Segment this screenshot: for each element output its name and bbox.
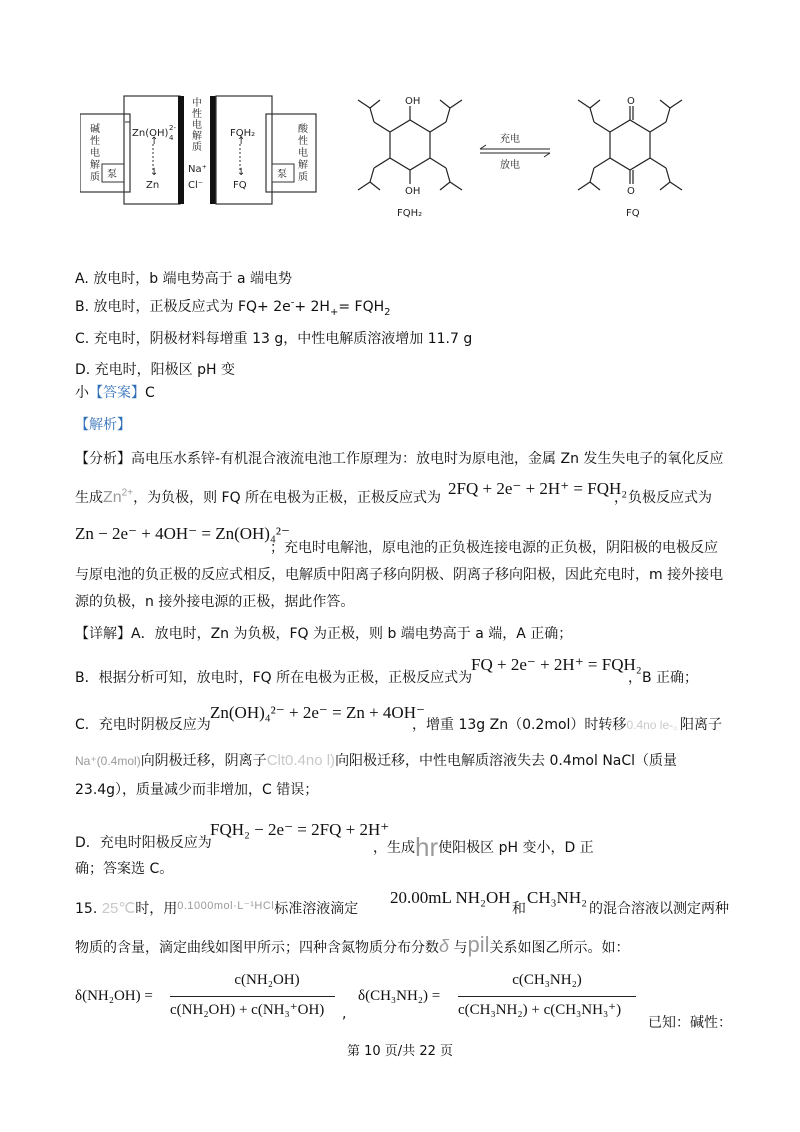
svg-text:↓: ↓ <box>150 167 159 178</box>
svg-text:↑: ↑ <box>150 136 159 147</box>
svg-text:4: 4 <box>169 134 174 142</box>
detail-c-line3: 23.4g），质量减少而非增加，C 错误； <box>75 782 319 798</box>
anode-metal: Zn <box>146 180 160 191</box>
q15-vol: 20.00mL NH₂OH <box>390 888 511 907</box>
fq-structure <box>578 96 682 197</box>
svg-text:性: 性 <box>192 109 202 120</box>
battery-diagram <box>80 92 720 222</box>
svg-text:解: 解 <box>192 131 202 142</box>
svg-text:质: 质 <box>298 172 308 183</box>
svg-text:酸: 酸 <box>298 124 308 135</box>
formula1-lhs: δ(NH₂OH) = <box>75 988 153 1004</box>
formula1-den: c(NH₂OH) + c(NH₃⁺OH) <box>170 1002 325 1018</box>
option-c: C. 充电时，阴极材料每增重 13 g，中性电解质溶液增加 11.7 g <box>75 331 473 347</box>
q15-tail: 已知：碱性： <box>648 1015 732 1031</box>
charge-discharge-arrow <box>480 132 550 171</box>
formula1-bar <box>170 996 335 997</box>
detail-d-pre: D．充电时阳极反应为 <box>75 835 212 851</box>
analysis-line2: 生成$Zn^{2+}$，为负极，则 FQ 所在电极为正极，正极反应式为 <box>75 487 442 506</box>
formula2-bar <box>458 996 636 997</box>
analysis-line3: ；充电时电解池，原电池的正负极连接电源的正负极，阴阳极的电极反应 <box>270 540 718 556</box>
anode-species: Zn(OH) <box>132 128 169 139</box>
detail-b-eq: FQ + 2e⁻ + 2H⁺ = FQH₂ <box>471 655 642 674</box>
svg-text:解: 解 <box>298 160 308 171</box>
detail-d-eq: FQH₂ − 2e⁻ = 2FQ + 2H⁺ <box>210 820 390 839</box>
svg-text:↓: ↓ <box>237 167 246 178</box>
fqh2-structure <box>358 96 462 197</box>
detail-d-line2: 确；答案选 C。 <box>75 861 174 877</box>
svg-text:电: 电 <box>192 120 202 131</box>
svg-text:↑: ↑ <box>237 136 246 147</box>
detail-b: B．根据分析可知，放电时，FQ 所在电极为正极，正极反应式为 <box>75 670 473 686</box>
left-box-label: 碱 <box>90 124 100 135</box>
analysis-line4: 与原电池的负正极的反应式相反，电解质中阳离子移向阴极、阴离子移向阳极，因此充电时，m 接外接电 <box>75 567 724 583</box>
fqh2-label: FQH₂ <box>397 208 423 219</box>
fq-label: FQ <box>626 208 640 219</box>
analysis-line2-tail: ，负极反应式为 <box>614 490 712 506</box>
q15-and: 和 <box>512 901 526 917</box>
svg-text:解: 解 <box>90 160 100 171</box>
option-b: B. 放电时，正极反应式为 $FQ+ 2e^-+ 2H_+= FQH_2$ <box>75 297 391 318</box>
q15-line2: 物质的含量，滴定曲线如图甲所示；四种含氮物质分布分数δ 与pil关系如图乙所示。如： <box>75 932 630 957</box>
detail-c-pre: C．充电时阴极反应为 <box>75 717 211 733</box>
svg-text:中: 中 <box>192 98 202 109</box>
svg-text:OH: OH <box>405 96 421 107</box>
svg-text:电: 电 <box>298 148 308 159</box>
q15-ch3: CH₃NH₂ <box>527 888 588 907</box>
analysis-line5: 源的负极，n 接外接电源的正极，据此作答。 <box>75 594 355 610</box>
svg-text:电: 电 <box>90 148 100 159</box>
svg-text:泵: 泵 <box>277 169 287 180</box>
detail-a: 【详解】A．放电时，Zn 为负极，FQ 为正极，则 b 端电势高于 a 端，A 正确； <box>75 626 573 642</box>
detail-c-line2: Na⁺(0.4mol)向阴极迁移，阴离子Clt0.4no l)向阳极迁移，中性电解质溶液失去 0.4mol NaCl（质量 <box>75 752 678 769</box>
svg-text:2-: 2- <box>169 124 176 132</box>
q15-line1: 15. 25℃时，用$^{0.1000mol\cdot L^{-1}HCl}$标准溶液滴定 <box>75 900 359 917</box>
detail-d-mid: ，生成hr使阳极区 pH 变小，D 正 <box>373 832 594 862</box>
answer-line: 小【答案】C <box>75 385 155 401</box>
svg-text:质: 质 <box>90 172 100 183</box>
detail-c-post: 阳离子 <box>680 717 722 733</box>
formula2-den: c(CH₃NH₂) + c(CH₃NH₃⁺) <box>458 1002 622 1018</box>
svg-text:OH: OH <box>405 186 421 197</box>
formula2-lhs: δ(CH₃NH₂) = <box>358 988 441 1004</box>
page-footer: 第 10 页/共 22 页 <box>347 1044 453 1059</box>
svg-text:O: O <box>627 186 635 197</box>
eq-anode: Zn − 2e⁻ + 4OH⁻ = Zn(OH)₄²⁻ <box>75 524 290 543</box>
answer-value: C <box>145 385 155 401</box>
analysis-tag: 【解析】 <box>75 417 131 433</box>
svg-text:性: 性 <box>298 136 308 147</box>
eq-cathode: 2FQ + 2e⁻ + 2H⁺ = FQH₂ <box>448 479 628 498</box>
analysis-line1: 【分析】高电压水系锌-有机混合液流电池工作原理为：放电时为原电池，金属 Zn 发生失电子的氧化反应 <box>75 451 724 467</box>
answer-tag: 【答案】 <box>89 385 145 401</box>
svg-text:放电: 放电 <box>500 160 520 171</box>
formula1-num: c(NH₂OH) <box>234 972 300 988</box>
left-pump-label: 泵 <box>107 169 117 180</box>
svg-text:Cl⁻: Cl⁻ <box>188 180 204 191</box>
svg-text:充电: 充电 <box>500 134 520 145</box>
detail-b-post: ，B 正确； <box>628 670 699 686</box>
svg-text:O: O <box>627 96 635 107</box>
option-a: A. 放电时，b 端电势高于 a 端电势 <box>75 271 293 287</box>
svg-text:质: 质 <box>192 142 202 153</box>
detail-c-mid: ，增重 13g Zn（0.2mol）时转移0.4no le-。 <box>412 717 686 733</box>
svg-text:性: 性 <box>90 136 100 147</box>
svg-text:FQH₂: FQH₂ <box>230 128 256 139</box>
svg-text:FQ: FQ <box>233 180 247 191</box>
detail-c-eq: Zn(OH)₄²⁻ + 2e⁻ = Zn + 4OH⁻ <box>210 703 425 722</box>
svg-text:Na⁺: Na⁺ <box>188 164 207 175</box>
formula-comma: , <box>342 1006 347 1022</box>
option-d: D. 充电时，阳极区 pH 变 <box>75 362 235 378</box>
formula2-num: c(CH₃NH₂) <box>512 972 582 988</box>
q15-line1-tail: 的混合溶液以测定两种 <box>589 901 729 917</box>
